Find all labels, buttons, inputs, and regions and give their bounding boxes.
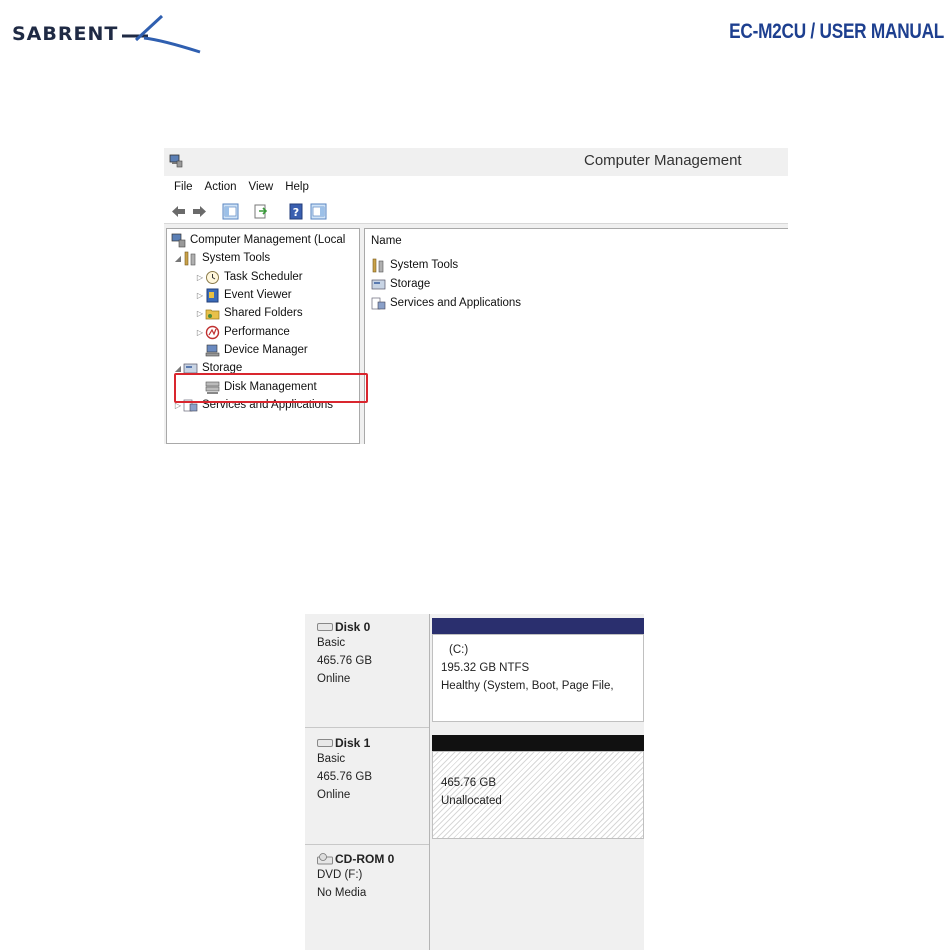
- disk-name: Disk 1: [335, 736, 371, 750]
- disk-size: 465.76 GB: [317, 655, 372, 667]
- menu-bar: [164, 176, 788, 198]
- tree-item-label: Task Scheduler: [224, 271, 303, 283]
- tree-item-device-manager[interactable]: [205, 341, 308, 359]
- disk-name-row: [317, 736, 429, 750]
- tree-item-label: System Tools: [202, 252, 271, 264]
- disk-1-label[interactable]: [305, 736, 429, 804]
- tree-item-shared-folders[interactable]: [195, 304, 303, 322]
- brand-name: SABRENT: [12, 23, 119, 45]
- tree-item-label: Performance: [224, 326, 290, 338]
- sabrent-logo: [12, 14, 192, 54]
- disk-management-window: [305, 614, 644, 950]
- partition-unallocated[interactable]: [432, 735, 644, 839]
- tree-item-computer-management[interactable]: [171, 231, 345, 249]
- device-manager-icon: [205, 343, 220, 358]
- cdrom-0-label[interactable]: [305, 852, 429, 902]
- disk-status: No Media: [317, 887, 367, 899]
- partition-bar: [432, 618, 644, 634]
- disk-icon: [317, 739, 333, 747]
- export-list-icon[interactable]: [252, 203, 269, 220]
- cd-drive-icon: [317, 853, 333, 865]
- row-divider: [305, 844, 429, 845]
- tree-item-task-scheduler[interactable]: [195, 268, 303, 286]
- list-item-label: System Tools: [390, 259, 459, 271]
- disk-name: Disk 0: [335, 620, 371, 634]
- partition-size: 465.76 GB: [441, 777, 496, 789]
- tree-item-label: Disk Management: [224, 381, 317, 393]
- disk-name-row: [317, 852, 429, 866]
- menu-help[interactable]: Help: [285, 181, 309, 193]
- partition-volume: (C:): [449, 644, 469, 656]
- details-pane: [364, 228, 788, 444]
- collapsed-arrow-icon[interactable]: ▷: [174, 400, 182, 410]
- toolbar: [164, 198, 788, 224]
- partition-bar: [432, 735, 644, 751]
- swoosh-icon: [122, 14, 202, 54]
- show-hide-action-pane-icon[interactable]: [310, 203, 327, 220]
- disk-type: Basic: [317, 753, 346, 765]
- menu-view[interactable]: View: [248, 181, 274, 193]
- disk-management-highlight: [174, 373, 368, 403]
- tree-item-label: Device Manager: [224, 344, 308, 356]
- tree-item-label: Storage: [202, 362, 243, 374]
- disk-type: DVD (F:): [317, 869, 363, 881]
- svg-text:?: ?: [292, 206, 300, 219]
- collapsed-arrow-icon[interactable]: ▷: [196, 290, 204, 300]
- disk-name-row: [317, 620, 429, 634]
- storage-icon: [371, 277, 386, 292]
- disk-icon: [317, 623, 333, 631]
- expanded-arrow-icon[interactable]: ◢: [174, 253, 182, 263]
- manual-title: EC-M2CU / USER MANUAL: [729, 20, 944, 43]
- expanded-arrow-icon[interactable]: ◢: [174, 363, 182, 373]
- tree-item-label: Event Viewer: [224, 289, 292, 301]
- disk-status: Online: [317, 789, 351, 801]
- back-arrow-icon[interactable]: [170, 203, 187, 220]
- tree-item-system-tools[interactable]: [173, 249, 270, 267]
- row-divider: [305, 727, 429, 728]
- computer-management-icon: [171, 233, 186, 248]
- forward-arrow-icon[interactable]: [191, 203, 208, 220]
- divider: [429, 614, 430, 950]
- services-icon: [371, 296, 386, 311]
- column-header-name[interactable]: Name: [371, 235, 402, 247]
- shared-folder-icon: [205, 306, 220, 321]
- clock-icon: [205, 270, 220, 285]
- list-item-services-and-applications[interactable]: [371, 294, 521, 312]
- computer-management-icon: [168, 153, 184, 169]
- disk-size: 465.76 GB: [317, 771, 372, 783]
- menu-action[interactable]: Action: [204, 181, 237, 193]
- console-tree: [166, 228, 360, 444]
- tree-item-label: Shared Folders: [224, 307, 303, 319]
- disk-type: Basic: [317, 637, 346, 649]
- collapsed-arrow-icon[interactable]: ▷: [196, 327, 204, 337]
- collapsed-arrow-icon[interactable]: ▷: [196, 308, 204, 318]
- list-item-system-tools[interactable]: [371, 256, 458, 274]
- list-item-label: Services and Applications: [390, 297, 522, 309]
- partition-size: 195.32 GB NTFS: [441, 662, 530, 674]
- tools-icon: [371, 258, 386, 273]
- window-title: Computer Management: [584, 152, 742, 169]
- tree-item-label: Services and Applications: [202, 399, 334, 411]
- partition-body: [432, 634, 644, 722]
- title-bar: [164, 148, 788, 176]
- partition-status: Healthy (System, Boot, Page File,: [441, 680, 614, 692]
- event-viewer-icon: [205, 288, 220, 303]
- menu-file[interactable]: File: [174, 181, 193, 193]
- collapsed-arrow-icon[interactable]: ▷: [196, 272, 204, 282]
- performance-icon: [205, 325, 220, 340]
- tree-item-performance[interactable]: [195, 323, 290, 341]
- disk-0-label[interactable]: [305, 620, 429, 688]
- tools-icon: [183, 251, 198, 266]
- partition-c[interactable]: [432, 618, 644, 722]
- list-item-label: Storage: [390, 278, 431, 290]
- show-hide-tree-icon[interactable]: [222, 203, 239, 220]
- list-item-storage[interactable]: [371, 275, 430, 293]
- tree-item-label: Computer Management (Local: [190, 234, 346, 246]
- disk-status: Online: [317, 673, 351, 685]
- tree-item-event-viewer[interactable]: [195, 286, 292, 304]
- partition-status: Unallocated: [441, 795, 502, 807]
- help-icon[interactable]: [288, 203, 305, 220]
- partition-body: [432, 751, 644, 839]
- disk-name: CD-ROM 0: [335, 852, 395, 866]
